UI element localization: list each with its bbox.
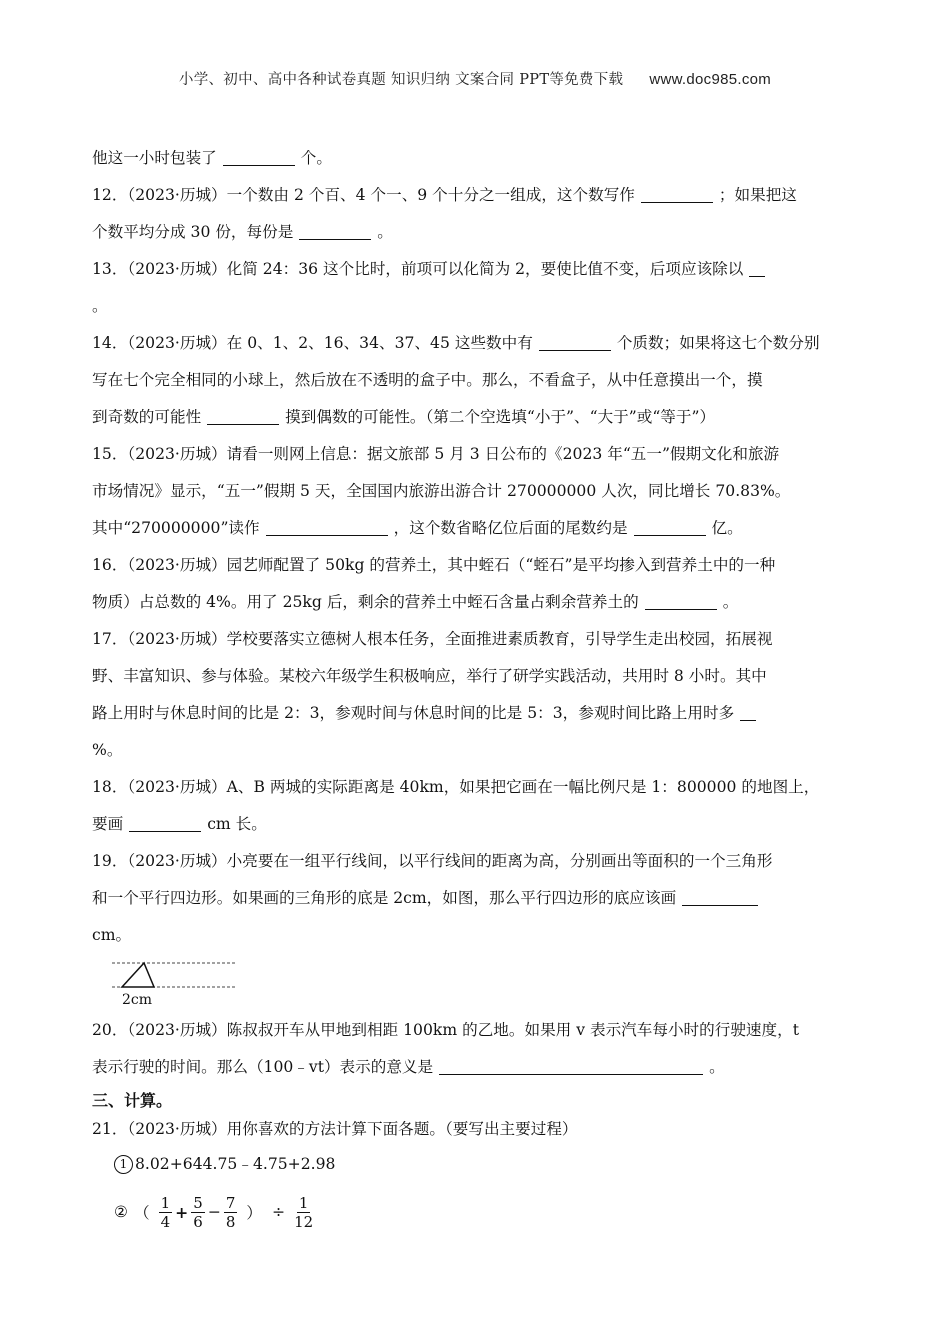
answer-blank[interactable] — [641, 186, 713, 203]
question-16: 16．（2023·历城）园艺师配置了 50kg 的营养土，其中蛭石（“蛭石”是平均掺入到营养土中的一种 物质）占总数的 4%。用了 25kg 后，剩余的营养土中蛭石含量占剩余营养土的 。 — [92, 556, 776, 611]
fraction: $\frac{1}{12}$ — [294, 1193, 314, 1231]
triangle-shape — [122, 963, 154, 987]
fraction: $\frac{1}{4}$ — [160, 1193, 171, 1231]
answer-blank[interactable] — [539, 334, 611, 351]
answer-blank[interactable] — [299, 223, 371, 240]
figure-label: 2cm — [122, 992, 153, 1008]
fraction: $\frac{5}{6}$ — [193, 1193, 203, 1231]
question-18: 18．（2023·历城）A、B 两城的实际距离是 40km，如果把它画在一幅比例尺是 1：800000 的地图上， 要画 cm 长。 — [92, 778, 820, 833]
header-url[interactable]: www.doc985.com — [649, 71, 772, 88]
answer-blank[interactable] — [129, 815, 201, 832]
calc-item-2: ② （ $\frac{1}{4}$ + $\frac{5}{6}$ − $\frac{7}{8}$ ） ÷ $\frac{1}{12}$ — [114, 1193, 314, 1231]
item-marker: ② — [114, 1203, 128, 1221]
question-13: 13．（2023·历城）化简 24：36 这个比时，前项可以化简为 2，要使比值不变，后项应该除以 。 — [92, 251, 860, 325]
answer-blank[interactable] — [439, 1058, 703, 1075]
parallel-lines-triangle-diagram — [92, 954, 252, 1012]
calc-item-1: 1 8.02+644.75﹣4.75+2.98 — [114, 1144, 860, 1184]
question-list — [92, 140, 860, 1240]
answer-blank[interactable] — [645, 593, 717, 610]
question-12: 12．（2023·历城）一个数由 2 个百、4 个一、9 个十分之一组成，这个数写作 ；如果把这 个数平均分成 30 份，每份是 。 — [92, 186, 797, 241]
fraction: $\frac{7}{8}$ — [225, 1193, 236, 1231]
question-17: 17．（2023·历城）学校要落实立德树人根本任务，全面推进素质教育，引导学生走出校园，拓展视 野、丰富知识、参与体验。某校六年级学生积极响应，举行了研学实践活动，共用时 8 小时。其中 路上用时与休息时间的比是 2：3，参观时间与休息时间的比是 5：3，参观时间比路上用时多 %。 — [92, 630, 773, 759]
answer-blank[interactable] — [266, 519, 388, 536]
header-text: 小学、初中、高中各种试卷真题 知识归纳 文案合同 PPT等免费下载 — [178, 72, 624, 88]
answer-blank[interactable] — [749, 260, 765, 277]
answer-blank[interactable] — [207, 408, 279, 425]
answer-blank[interactable] — [740, 704, 756, 721]
answer-blank[interactable] — [682, 889, 758, 906]
triangle-figure — [92, 954, 252, 1012]
q11-tail: 他这一小时包装了 个。 — [92, 149, 332, 167]
question-20: 20．（2023·历城）陈叔叔开车从甲地到相距 100km 的乙地。如果用 v 表示汽车每小时的行驶速度，t 表示行驶的时间。那么（100﹣vt）表示的意义是 。 — [92, 1021, 799, 1076]
question-15: 15．（2023·历城）请看一则网上信息：据文旅部 5 月 3 日公布的《2023 年“五一”假期文化和旅游 市场情况》显示，“五一”假期 5 天，全国国内旅游出游合计 270000000 人次，同比增长 70.83%。 其中“270000000”读作 ，这个数省略亿位后面的尾数约是 亿。 — [92, 445, 791, 537]
question-14: 14．（2023·历城）在 0、1、2、16、34、37、45 这些数中有 个质数；如果将这七个数分别 写在七个完全相同的小球上，然后放在不透明的盒子中。那么，不看盒子，从中任意摸出一个，摸 到奇数的可能性 摸到偶数的可能性。（第二个空选填“小于”、“大于”或“等于”） — [92, 334, 820, 426]
answer-blank[interactable] — [634, 519, 706, 536]
question-19: 19．（2023·历城）小亮要在一组平行线间，以平行线间的距离为高，分别画出等面积的一个三角形 和一个平行四边形。如果画的三角形的底是 2cm，如图，那么平行四边形的底应该画 cm。 2cm — [92, 843, 860, 1012]
question-21: 21．（2023·历城）用你喜欢的方法计算下面各题。（要写出主要过程） 1 8.02+644.75﹣4.75+2.98 ② （ $\frac{1}{4}$ + $\frac{5}{6}$ − $\frac{7}{8}$ ） ÷ $\frac{1}{12}$ — [92, 1114, 860, 1240]
page-header — [0, 68, 950, 89]
answer-blank[interactable] — [223, 149, 295, 166]
section-title: 三、计算。 — [92, 1091, 173, 1110]
item-marker: 1 — [114, 1155, 133, 1174]
